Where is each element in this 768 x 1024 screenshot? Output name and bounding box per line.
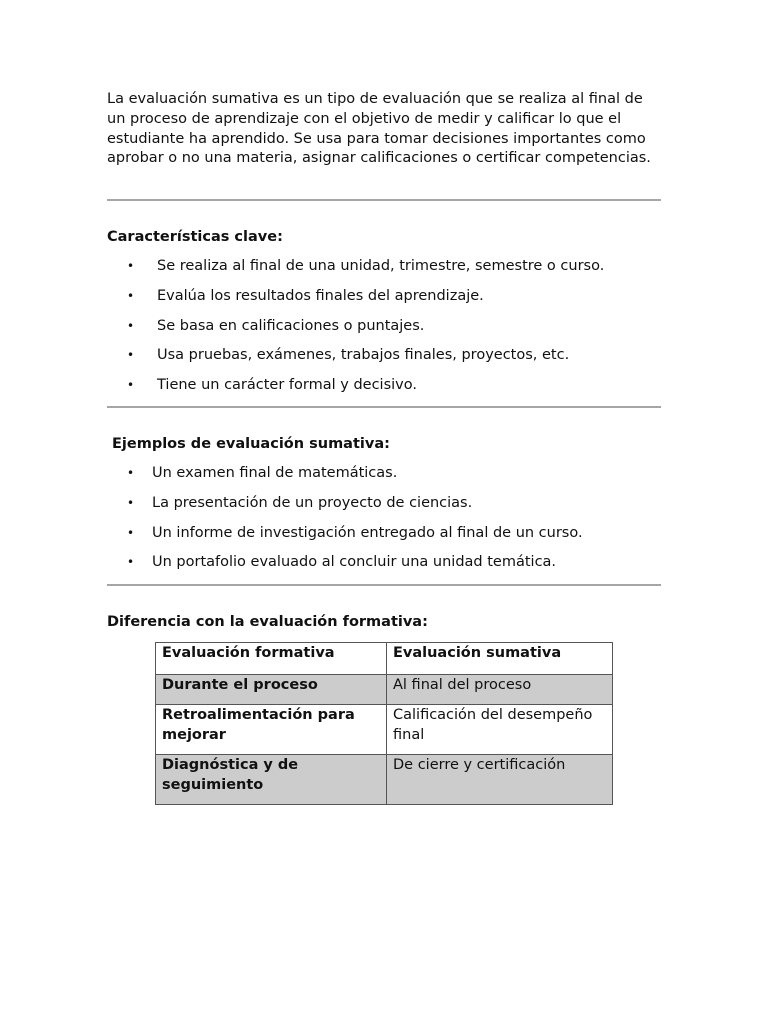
list-item: • Un informe de investigación entregado al final de un curso.: [127, 524, 583, 541]
divider: [107, 406, 661, 408]
characteristics-section: [107, 228, 661, 406]
list-item: • Evalúa los resultados finales del aprendizaje.: [127, 287, 484, 304]
bullet-icon: •: [127, 348, 135, 363]
table-row: [156, 675, 613, 705]
table-cell: Retroalimentación para mejorar: [156, 705, 387, 755]
list-item: • Un examen final de matemáticas.: [127, 465, 398, 481]
table-header-cell: Evaluación sumativa: [387, 643, 613, 675]
examples-section: [107, 435, 661, 583]
document-page: [107, 90, 661, 169]
comparison-section: [107, 613, 661, 813]
table-header-row: [156, 643, 613, 675]
table-cell: Durante el proceso: [156, 675, 387, 705]
table-cell: De cierre y certificación: [387, 755, 613, 805]
comparison-heading: Diferencia con la evaluación formativa:: [107, 614, 428, 630]
table-cell: Al final del proceso: [387, 675, 613, 705]
comparison-table: [155, 642, 613, 805]
divider: [107, 584, 661, 586]
table-row: [156, 705, 613, 755]
list-item: • La presentación de un proyecto de ciencias.: [127, 494, 473, 511]
characteristics-heading: Características clave:: [107, 229, 283, 245]
bullet-icon: •: [127, 318, 135, 333]
list-item: • Se basa en calificaciones o puntajes.: [127, 317, 425, 334]
characteristics-list: [107, 257, 661, 406]
bullet-icon: •: [127, 466, 135, 480]
bullet-icon: •: [127, 525, 135, 540]
table-header-cell: Evaluación formativa: [156, 643, 387, 675]
divider: [107, 199, 661, 201]
list-item: • Se realiza al final de una unidad, trimestre, semestre o curso.: [127, 258, 605, 274]
bullet-icon: •: [127, 495, 135, 510]
list-item: • Usa pruebas, exámenes, trabajos finales, proyectos, etc.: [127, 347, 570, 364]
bullet-icon: •: [127, 288, 135, 303]
list-item: • Un portafolio evaluado al concluir una unidad temática.: [127, 554, 557, 571]
intro-paragraph: La evaluación sumativa es un tipo de evaluación que se realiza al final de un proceso de aprendizaje con el objetivo de medir y calificar lo que el estudiante ha aprendido. Se usa para tomar decisiones importantes como aprobar o no una materia, asignar calificaciones o certificar competencias.: [107, 91, 651, 167]
examples-list: [107, 464, 661, 583]
bullet-icon: •: [127, 555, 135, 570]
bullet-icon: •: [127, 378, 135, 393]
list-item: • Tiene un carácter formal y decisivo.: [127, 377, 417, 394]
bullet-icon: •: [127, 259, 135, 273]
table-row: [156, 755, 613, 805]
table-cell: Diagnóstica y de seguimiento: [156, 755, 387, 805]
table-cell: Calificación del desempeño final: [387, 705, 613, 755]
examples-heading: Ejemplos de evaluación sumativa:: [112, 436, 390, 452]
